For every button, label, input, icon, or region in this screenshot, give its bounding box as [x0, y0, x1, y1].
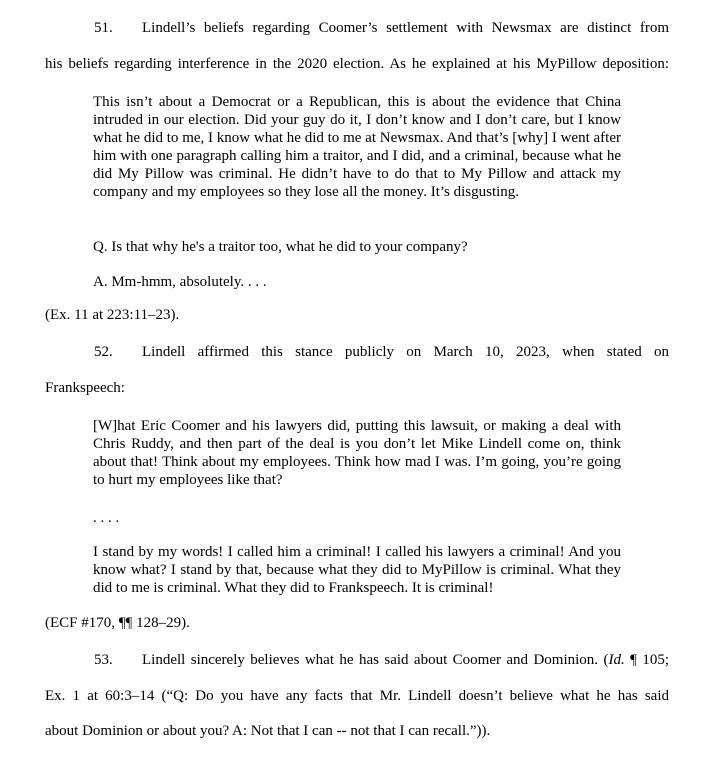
block-quote-frankspeech-1: [W]hat Eric Coomer and his lawyers did, putting this lawsuit, or making a deal with Chris Ruddy, and then part of the deal is you don’t let Mike Lindell come on, think about that! Think about my employees. Think how mad I was. I’m going, you’re going to hurt my employees like that? [93, 418, 621, 488]
paragraph-53-line-1: 53. Lindell sincerely believes what he has said about Coomer and Dominion. (Id. ¶ 105; [94, 652, 669, 668]
paragraph-52-number: 52. [94, 344, 113, 360]
quote-ellipsis: . . . . [93, 510, 120, 526]
quote-question: Q. Is that why he's a traitor too, what he did to your company? [93, 239, 468, 255]
paragraph-52-line-2: Frankspeech: [45, 380, 125, 396]
paragraph-51-line-1: 51. Lindell’s beliefs regarding Coomer’s settlement with Newsmax are distinct from [94, 20, 669, 36]
block-quote-deposition: This isn’t about a Democrat or a Republican, this is about the evidence that China intruded in our election. Did your guy do it, I don’t know and I don’t care, but I know what he did to me, I know what he did to me at Newsmax. And that’s [why] I went after him with one paragraph calling him a traitor, and I did, and a criminal, because what he did My Pillow was criminal. He didn’t have to do that to My Pillow and attack my company and my employees so they lose all the money. It’s disgusting. [93, 94, 621, 200]
citation-ecf-170: (ECF #170, ¶¶ 128–29). [45, 615, 190, 631]
paragraph-53-line-2: Ex. 1 at 60:3–14 (“Q: Do you have any facts that Mr. Lindell doesn’t believe what he has said [45, 688, 669, 704]
paragraph-53-line-3: about Dominion or about you? A: Not that I can -- not that I can recall.”)). [45, 723, 491, 739]
quote-answer: A. Mm-hmm, absolutely. . . . [93, 274, 267, 290]
block-quote-frankspeech-2: I stand by my words! I called him a criminal! I called his lawyers a criminal! And you know what? I stand by that, because what they did to MyPillow is criminal. What they did to me is criminal. What they did to Frankspeech. It is criminal! [93, 544, 621, 596]
paragraph-53-number: 53. [94, 652, 113, 668]
paragraph-51-number: 51. [94, 20, 113, 36]
paragraph-51-line-2: his beliefs regarding interference in the 2020 election. As he explained at his MyPillow deposition: [45, 56, 669, 72]
citation-ex-11: (Ex. 11 at 223:11–23). [45, 307, 180, 323]
paragraph-52-line-1: 52. Lindell affirmed this stance publicly on March 10, 2023, when stated on [94, 344, 669, 360]
